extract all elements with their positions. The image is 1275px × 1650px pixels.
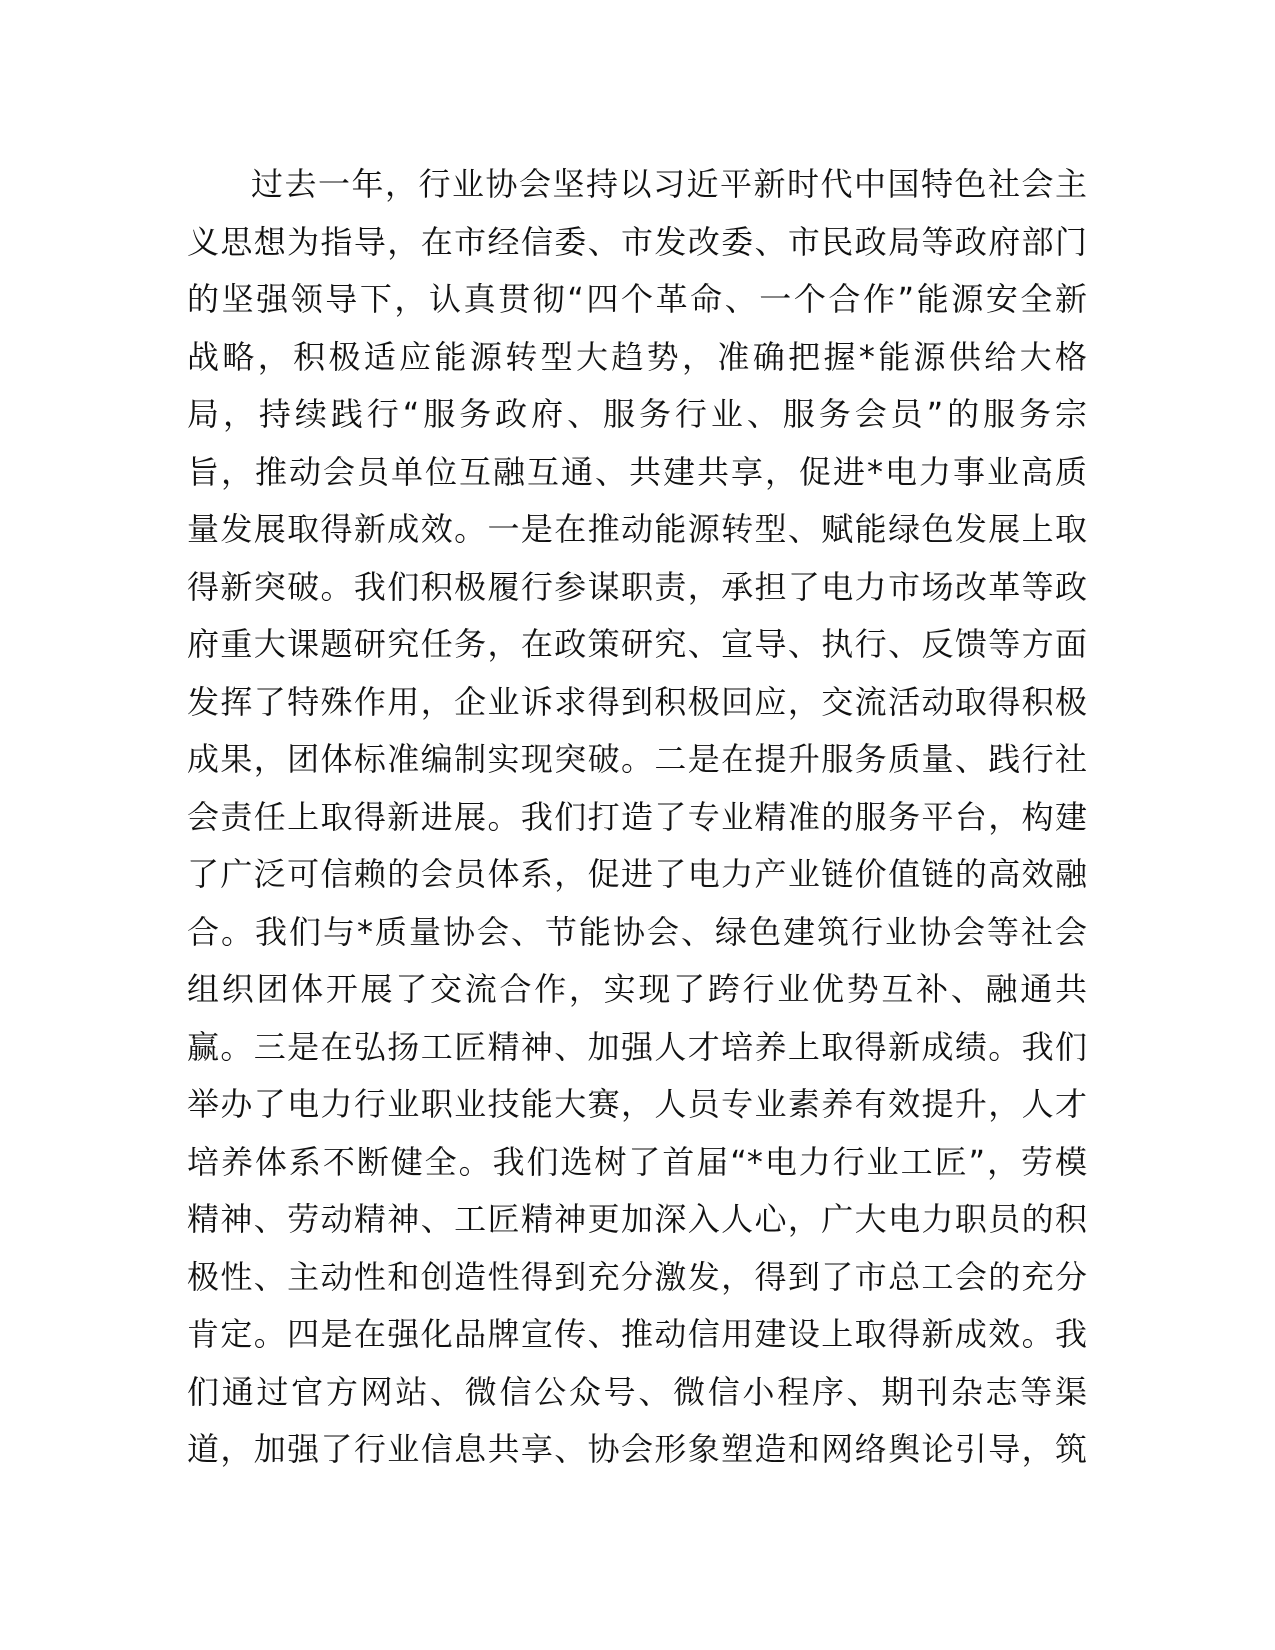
paragraph-line: 们通过官方网站、微信公众号、微信小程序、期刊杂志等渠 bbox=[187, 1372, 1087, 1411]
paragraph-line: 战略，积极适应能源转型大趋势，准确把握*能源供给大格 bbox=[187, 337, 1087, 376]
paragraph-line: 得新突破。我们积极履行参谋职责，承担了电力市场改革等政 bbox=[187, 567, 1087, 606]
paragraph-line: 过去一年，行业协会坚持以习近平新时代中国特色社会主 bbox=[251, 165, 1087, 203]
paragraph-line: 举办了电力行业职业技能大赛，人员专业素养有效提升，人才 bbox=[187, 1085, 1087, 1123]
paragraph-line: 成果，团体标准编制实现突破。二是在提升服务质量、践行社 bbox=[187, 740, 1087, 778]
paragraph-line: 局，持续践行“服务政府、服务行业、服务会员”的服务宗 bbox=[187, 395, 1087, 433]
paragraph-line: 的坚强领导下，认真贯彻“四个革命、一个合作”能源安全新 bbox=[187, 280, 1087, 318]
paragraph-line: 合。我们与*质量协会、节能协会、绿色建筑行业协会等社会 bbox=[187, 912, 1087, 951]
paragraph-line: 了广泛可信赖的会员体系，促进了电力产业链价值链的高效融 bbox=[187, 855, 1087, 893]
paragraph-line: 赢。三是在弘扬工匠精神、加强人才培养上取得新成绩。我们 bbox=[187, 1027, 1087, 1066]
paragraph-line: 义思想为指导，在市经信委、市发改委、市民政局等政府部门 bbox=[187, 222, 1087, 261]
paragraph-line: 量发展取得新成效。一是在推动能源转型、赋能绿色发展上取 bbox=[187, 510, 1087, 548]
paragraph-line: 会责任上取得新进展。我们打造了专业精准的服务平台，构建 bbox=[187, 797, 1087, 836]
paragraph-line: 发挥了特殊作用，企业诉求得到积极回应，交流活动取得积极 bbox=[187, 682, 1087, 721]
paragraph-line: 旨，推动会员单位互融互通、共建共享，促进*电力事业高质 bbox=[187, 452, 1087, 491]
paragraph-line: 府重大课题研究任务，在政策研究、宣导、执行、反馈等方面 bbox=[187, 625, 1087, 663]
paragraph-line: 道，加强了行业信息共享、协会形象塑造和网络舆论引导，筑 bbox=[187, 1430, 1087, 1468]
paragraph-line: 肯定。四是在强化品牌宣传、推动信用建设上取得新成效。我 bbox=[187, 1315, 1087, 1353]
paragraph-line: 精神、劳动精神、工匠精神更加深入人心，广大电力职员的积 bbox=[187, 1200, 1087, 1238]
paragraph-line: 培养体系不断健全。我们选树了首届“*电力行业工匠”，劳模 bbox=[187, 1142, 1087, 1181]
body-paragraph bbox=[187, 156, 1087, 1479]
paragraph-line: 组织团体开展了交流合作，实现了跨行业优势互补、融通共 bbox=[187, 970, 1087, 1008]
paragraph-line: 极性、主动性和创造性得到充分激发，得到了市总工会的充分 bbox=[187, 1257, 1087, 1296]
